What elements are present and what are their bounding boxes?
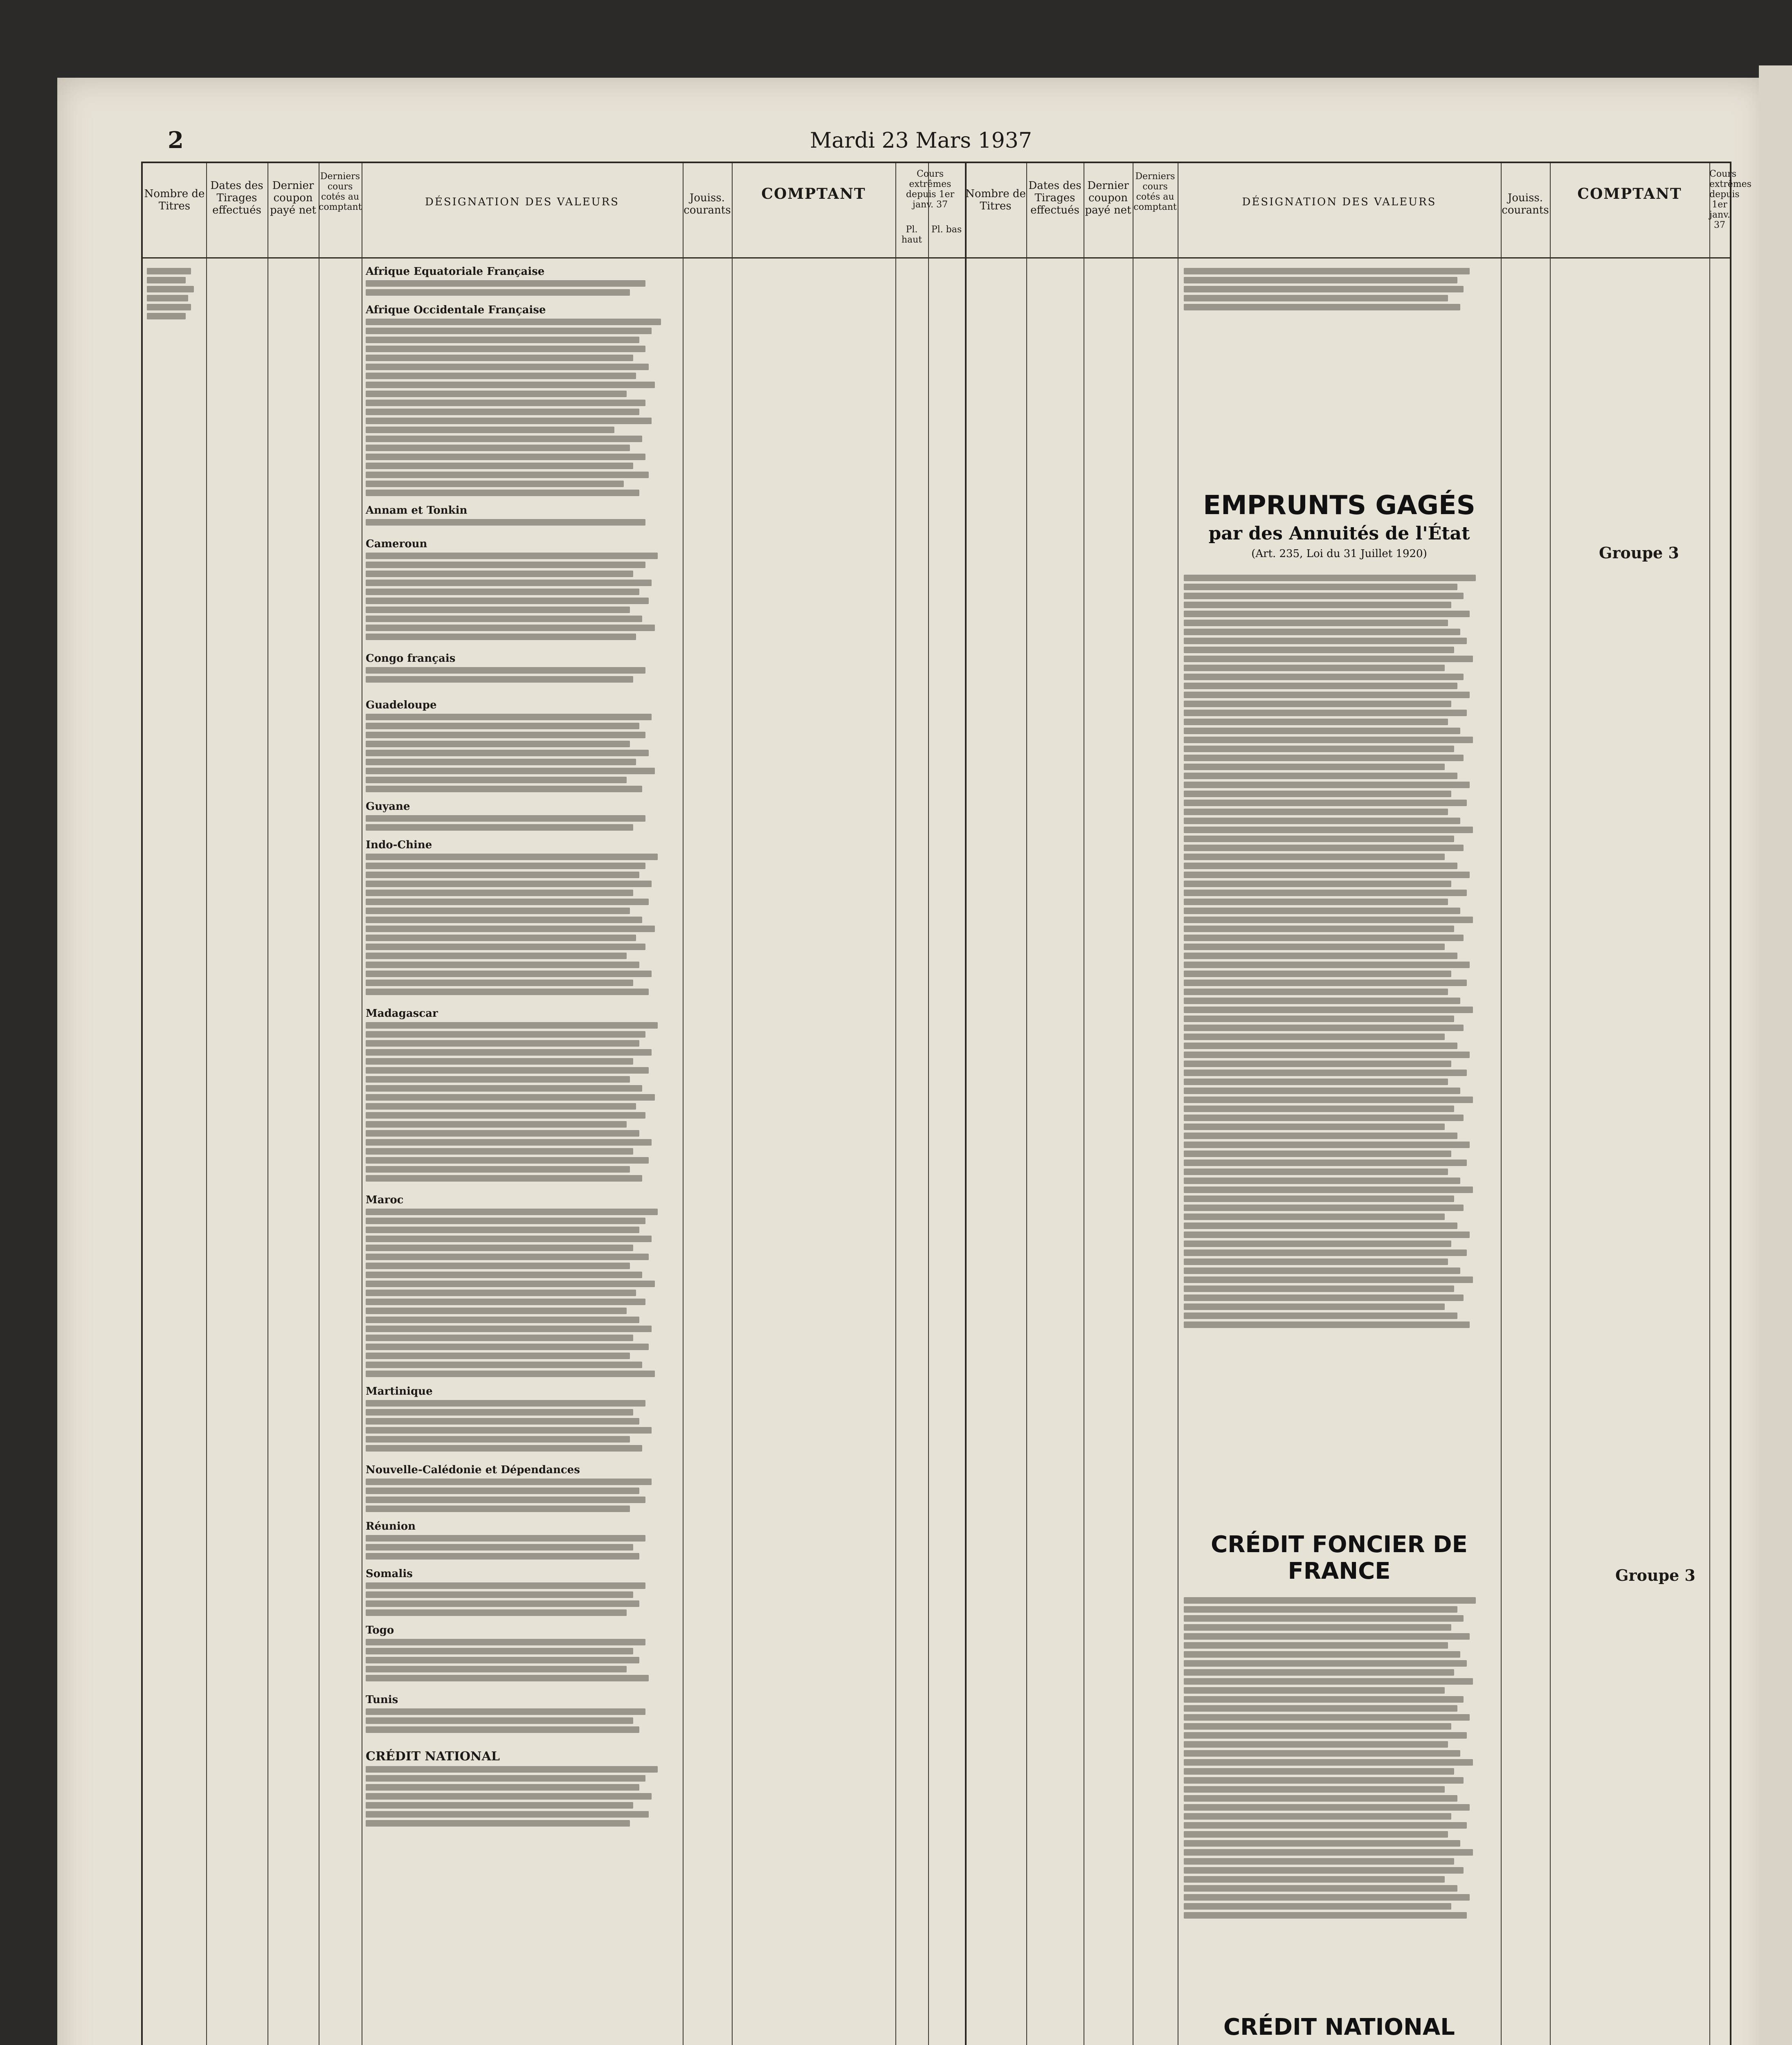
header-comptant-right: COMPTANT [1577, 185, 1682, 202]
header-comptant: COMPTANT [761, 185, 866, 202]
header-cours-extremes-right: Cours extrêmes depuis 1er janv. 37 [1709, 169, 1752, 230]
header-designation-right: DÉSIGNATION DES VALEURS [1242, 196, 1437, 208]
credit-foncier-group: Groupe 3 [1615, 1566, 1695, 1584]
header-jouiss-right: Jouiss. courants [1502, 192, 1549, 216]
section-somalis: Somalis [366, 1568, 413, 1580]
header-dates-tirages-right: Dates des Tirages effectués [1028, 180, 1081, 216]
section-indochine: Indo-Chine [366, 839, 432, 851]
header-dernier-coupon: Dernier coupon payé net [270, 180, 317, 216]
section-credit-national-left: CRÉDIT NATIONAL [366, 1749, 500, 1764]
header-nombre-titres-right: Nombre de Titres [965, 188, 1026, 212]
left-nombre-column [147, 265, 202, 322]
right-listing-credit-foncier [1184, 1595, 1495, 1921]
section-reunion: Réunion [366, 1520, 416, 1533]
header-designation: DÉSIGNATION DES VALEURS [425, 196, 619, 208]
section-congo: Congo français [366, 652, 456, 665]
header-pl-bas: Pl. bas [931, 225, 962, 235]
section-maroc: Maroc [366, 1194, 404, 1206]
emprunts-gages-title: EMPRUNTS GAGÉS [1203, 490, 1475, 521]
section-afrique-equatoriale: Afrique Equatoriale Française [366, 265, 545, 278]
page-date: Mardi 23 Mars 1937 [810, 128, 1032, 153]
right-listing-emprunts [1184, 572, 1495, 1330]
running-head [0, 123, 1792, 155]
header-dates-tirages: Dates des Tirages effectués [210, 180, 263, 216]
section-annam-tonkin: Annam et Tonkin [366, 504, 468, 517]
emprunts-gages-subtitle: par des Annuités de l'État [1208, 523, 1470, 544]
header-dernier-coupon-right: Dernier coupon payé net [1085, 180, 1131, 216]
next-page-edge [1759, 65, 1792, 2045]
header-pl-haut: Pl. haut [901, 225, 922, 245]
credit-foncier-title: CRÉDIT FONCIER DE FRANCE [1211, 1531, 1468, 1584]
section-madagascar: Madagascar [366, 1007, 438, 1020]
header-derniers-cours: Derniers cours cotés au comptant [319, 171, 362, 212]
credit-national-title: CRÉDIT NATIONAL [1223, 2014, 1455, 2041]
right-listing-top [1184, 265, 1495, 313]
emprunts-gages-note: (Art. 235, Loi du 31 Juillet 1920) [1251, 548, 1427, 560]
header-nombre-titres: Nombre de Titres [144, 188, 205, 212]
section-nouvelle-caledonie: Nouvelle-Calédonie et Dépendances [366, 1464, 580, 1476]
page-number: 2 [168, 127, 184, 154]
left-listing [366, 265, 677, 1829]
quotation-table [141, 162, 1752, 2045]
section-guyane: Guyane [366, 800, 410, 813]
section-tunis: Tunis [366, 1694, 398, 1706]
emprunts-gages-group: Groupe 3 [1599, 544, 1679, 562]
header-cours-extremes: Cours extrêmes depuis 1er janv. 37 [906, 169, 955, 210]
section-martinique: Martinique [366, 1385, 433, 1398]
section-afrique-occidentale: Afrique Occidentale Française [366, 304, 546, 316]
section-cameroun: Cameroun [366, 538, 427, 550]
header-derniers-cours-right: Derniers cours cotés au comptant [1133, 171, 1177, 212]
section-togo: Togo [366, 1624, 394, 1636]
section-guadeloupe: Guadeloupe [366, 699, 437, 711]
header-jouiss: Jouiss. courants [684, 192, 731, 216]
